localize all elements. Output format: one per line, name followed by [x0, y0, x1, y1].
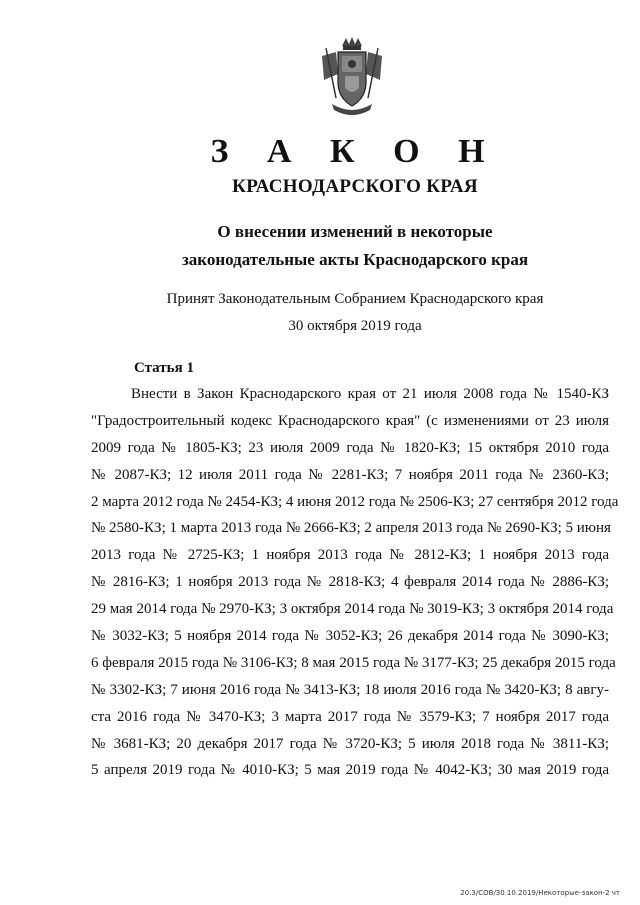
- article-body: [91, 381, 619, 784]
- body-line: 5 апреля 2019 года № 4010-КЗ; 5 мая 2019 года № 4042-КЗ; 30 мая 2019 года: [91, 762, 609, 779]
- article-title: Статья 1: [134, 360, 194, 376]
- body-line: 29 мая 2014 года № 2970-КЗ; 3 октября 2014 года № 3019-КЗ; 3 октября 2014 года: [91, 601, 614, 618]
- document-title: З А К О Н: [210, 133, 500, 170]
- body-line: № 3302-КЗ; 7 июня 2016 года № 3413-КЗ; 18 июля 2016 года № 3420-КЗ; 8 авгу-: [91, 681, 609, 698]
- body-line: № 3681-КЗ; 20 декабря 2017 года № 3720-КЗ; 5 июля 2018 года № 3811-КЗ;: [91, 735, 609, 752]
- law-heading-line-1: О внесении изменений в некоторые: [217, 222, 493, 241]
- adoption-line-1: Принят Законодательным Собранием Краснодарского края: [166, 291, 544, 307]
- document-subtitle: КРАСНОДАРСКОГО КРАЯ: [232, 176, 478, 197]
- body-line: № 2580-КЗ; 1 марта 2013 года № 2666-КЗ; 2 апреля 2013 года № 2690-КЗ; 5 июня: [91, 520, 611, 537]
- body-line: 2 марта 2012 года № 2454-КЗ; 4 июня 2012 года № 2506-КЗ; 27 сентября 2012 года: [91, 493, 619, 510]
- law-heading-line-2: законодательные акты Краснодарского края: [181, 250, 529, 269]
- body-line: Внести в Закон Краснодарского края от 21 июля 2008 года № 1540-КЗ: [131, 386, 609, 402]
- body-line: № 3032-КЗ; 5 ноября 2014 года № 3052-КЗ; 26 декабря 2014 года № 3090-КЗ;: [91, 628, 609, 645]
- adoption-date: 30 октября 2019 года: [288, 318, 422, 334]
- coat-of-arms-icon: [318, 36, 386, 116]
- body-line: 2009 года № 1805-КЗ; 23 июля 2009 года № 1820-КЗ; 15 октября 2010 года: [91, 439, 609, 456]
- body-line: 6 февраля 2015 года № 3106-КЗ; 8 мая 2015 года № 3177-КЗ; 25 декабря 2015 года: [91, 654, 616, 671]
- body-line: № 2816-КЗ; 1 ноября 2013 года № 2818-КЗ; 4 февраля 2014 года № 2886-КЗ;: [91, 574, 609, 591]
- body-line: "Градостроительный кодекс Краснодарского края" (с изменениями от 23 июля: [91, 412, 609, 429]
- document-footer-code: 20.3/СОВ/30.10.2019/Некоторые-закон-2 чт: [460, 889, 620, 897]
- body-line: № 2087-КЗ; 12 июля 2011 года № 2281-КЗ; 7 ноября 2011 года № 2360-КЗ;: [91, 466, 609, 483]
- body-line: 2013 года № 2725-КЗ; 1 ноября 2013 года № 2812-КЗ; 1 ноября 2013 года: [91, 547, 609, 564]
- body-line: ста 2016 года № 3470-КЗ; 3 марта 2017 года № 3579-КЗ; 7 ноября 2017 года: [91, 708, 609, 725]
